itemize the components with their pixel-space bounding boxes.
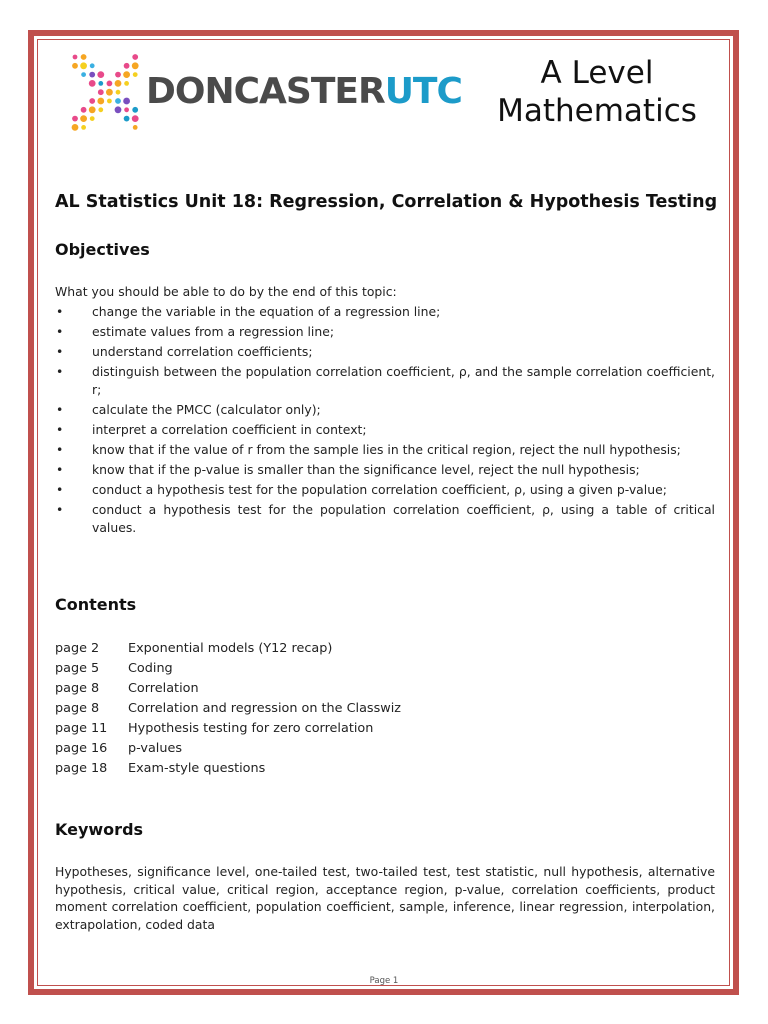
course-title-line2: Mathematics	[497, 93, 697, 129]
logo-dot	[98, 89, 104, 95]
objective-item	[55, 401, 715, 419]
objective-item	[55, 441, 715, 459]
course-title	[482, 54, 712, 130]
logo-dots-mark	[70, 52, 142, 132]
contents-row	[55, 679, 555, 699]
logo-dot	[123, 98, 130, 105]
objective-text: know that if the p-value is smaller than the significance level, reject the null hypothesis;	[92, 462, 640, 478]
objective-item	[55, 461, 715, 479]
bullet-icon: •	[56, 482, 64, 498]
objective-item	[55, 323, 715, 341]
contents-table	[55, 639, 555, 779]
contents-row	[55, 759, 555, 779]
logo-dot	[89, 98, 95, 104]
objectives-heading: Objectives	[55, 240, 150, 259]
objective-item	[55, 343, 715, 361]
contents-page-number: page 5	[55, 661, 100, 676]
objective-item	[55, 303, 715, 321]
contents-page-number: page 2	[55, 641, 100, 656]
bullet-icon: •	[56, 304, 64, 319]
bullet-icon: •	[56, 401, 64, 417]
objective-item	[55, 481, 715, 499]
objective-text: estimate values from a regression line;	[92, 324, 335, 340]
objectives-list	[55, 303, 715, 539]
objective-text: understand correlation coefficients;	[92, 344, 313, 360]
logo-dot	[81, 54, 87, 60]
contents-topic: Exam-style questions	[128, 761, 266, 776]
logo-dot	[89, 72, 95, 78]
contents-topic: Hypothesis testing for zero correlation	[128, 721, 374, 736]
keywords-text: Hypotheses, significance level, one-tailed test, two-tailed test, test statistic, null hypothesis, alternative hypothesis, critical value, critical region, acceptance region, p-value, correlation coefficients, product moment correlation coefficient, population coefficient, sample, inference, linear regression, interpolation, extrapolation, coded data	[55, 864, 715, 932]
bullet-icon: •	[56, 442, 64, 458]
logo-dot	[98, 107, 103, 112]
logo-dot	[80, 62, 87, 69]
objective-item	[55, 421, 715, 439]
logo-dot	[81, 72, 86, 77]
contents-row	[55, 659, 555, 679]
logo-dot	[124, 107, 129, 112]
logo-dot	[81, 107, 87, 113]
logo-dot	[107, 81, 113, 87]
objective-text: interpret a correlation coefficient in context;	[92, 421, 367, 437]
logo-dot	[115, 98, 121, 104]
objective-text: distinguish between the population correlation coefficient, ρ, and the sample correlation coefficient, r;	[92, 364, 715, 397]
course-title-line1: A Level	[540, 55, 654, 91]
contents-topic: Correlation	[128, 681, 199, 696]
contents-topic: Correlation and regression on the Classwiz	[128, 701, 401, 716]
logo-dot	[132, 54, 138, 60]
contents-page-number: page 8	[55, 681, 100, 696]
logo-dot	[98, 81, 103, 86]
contents-topic: Exponential models (Y12 recap)	[128, 641, 333, 656]
logo-dot	[90, 63, 95, 68]
contents-page-number: page 18	[55, 761, 108, 776]
logo-dot	[90, 116, 95, 121]
keywords-heading: Keywords	[55, 820, 144, 839]
objective-text: conduct a hypothesis test for the population correlation coefficient, ρ, using a table of critical values.	[92, 502, 715, 535]
objective-text: calculate the PMCC (calculator only);	[92, 401, 321, 417]
logo-dot	[97, 98, 104, 105]
logo-dot	[73, 55, 78, 60]
contents-page-number: page 11	[55, 721, 108, 736]
logo-dot	[132, 62, 139, 69]
contents-row	[55, 699, 555, 719]
contents-row	[55, 719, 555, 739]
objectives-intro: What you should be able to do by the end of this topic:	[55, 284, 397, 299]
doncaster-utc-logo	[70, 52, 465, 132]
logo-dot	[115, 80, 122, 87]
contents-topic: p-values	[128, 741, 183, 756]
bullet-icon: •	[56, 324, 64, 340]
bullet-icon: •	[56, 364, 64, 380]
logo-dot	[72, 116, 78, 122]
logo-dot	[124, 63, 130, 69]
logo-dot	[124, 116, 130, 122]
contents-page-number: page 8	[55, 701, 100, 716]
objective-item	[55, 501, 715, 536]
logo-dot	[132, 107, 138, 113]
logo-dot	[106, 89, 113, 96]
logo-dot	[133, 72, 138, 77]
page-footer: Page 1	[369, 976, 399, 986]
contents-page-number: page 16	[55, 741, 108, 756]
logo-dot	[72, 63, 78, 69]
logo-dot	[133, 125, 138, 130]
unit-title: AL Statistics Unit 18: Regression, Correlation & Hypothesis Testing	[55, 192, 718, 212]
contents-topic: Coding	[128, 661, 173, 676]
bullet-icon: •	[56, 462, 64, 478]
objective-item	[55, 363, 715, 398]
objective-text: know that if the value of r from the sample lies in the critical region, reject the null hypothesis;	[92, 442, 681, 458]
logo-dot	[81, 125, 86, 130]
logo-dot	[89, 106, 96, 113]
logo-dot	[80, 115, 87, 122]
logo-text-accent: UTC	[384, 71, 462, 112]
objective-text: change the variable in the equation of a regression line;	[92, 304, 441, 319]
bullet-icon: •	[56, 344, 64, 360]
bullet-icon: •	[56, 502, 64, 518]
contents-heading: Contents	[55, 595, 137, 614]
logo-dot	[116, 90, 121, 95]
logo-dot	[97, 71, 104, 78]
logo-dot	[89, 80, 96, 87]
logo-dot	[132, 115, 139, 122]
logo-dot	[115, 72, 121, 78]
objective-text: conduct a hypothesis test for the population correlation coefficient, ρ, using a given p-value;	[92, 482, 667, 498]
logo-dot	[115, 106, 122, 113]
logo-wordmark	[146, 70, 462, 114]
logo-dot	[72, 124, 79, 131]
contents-row	[55, 739, 555, 759]
bullet-icon: •	[56, 421, 64, 437]
logo-text-main: DONCASTER	[146, 71, 385, 112]
logo-dot	[124, 81, 129, 86]
contents-row	[55, 639, 555, 659]
logo-dot	[107, 99, 112, 104]
logo-dot	[123, 71, 130, 78]
